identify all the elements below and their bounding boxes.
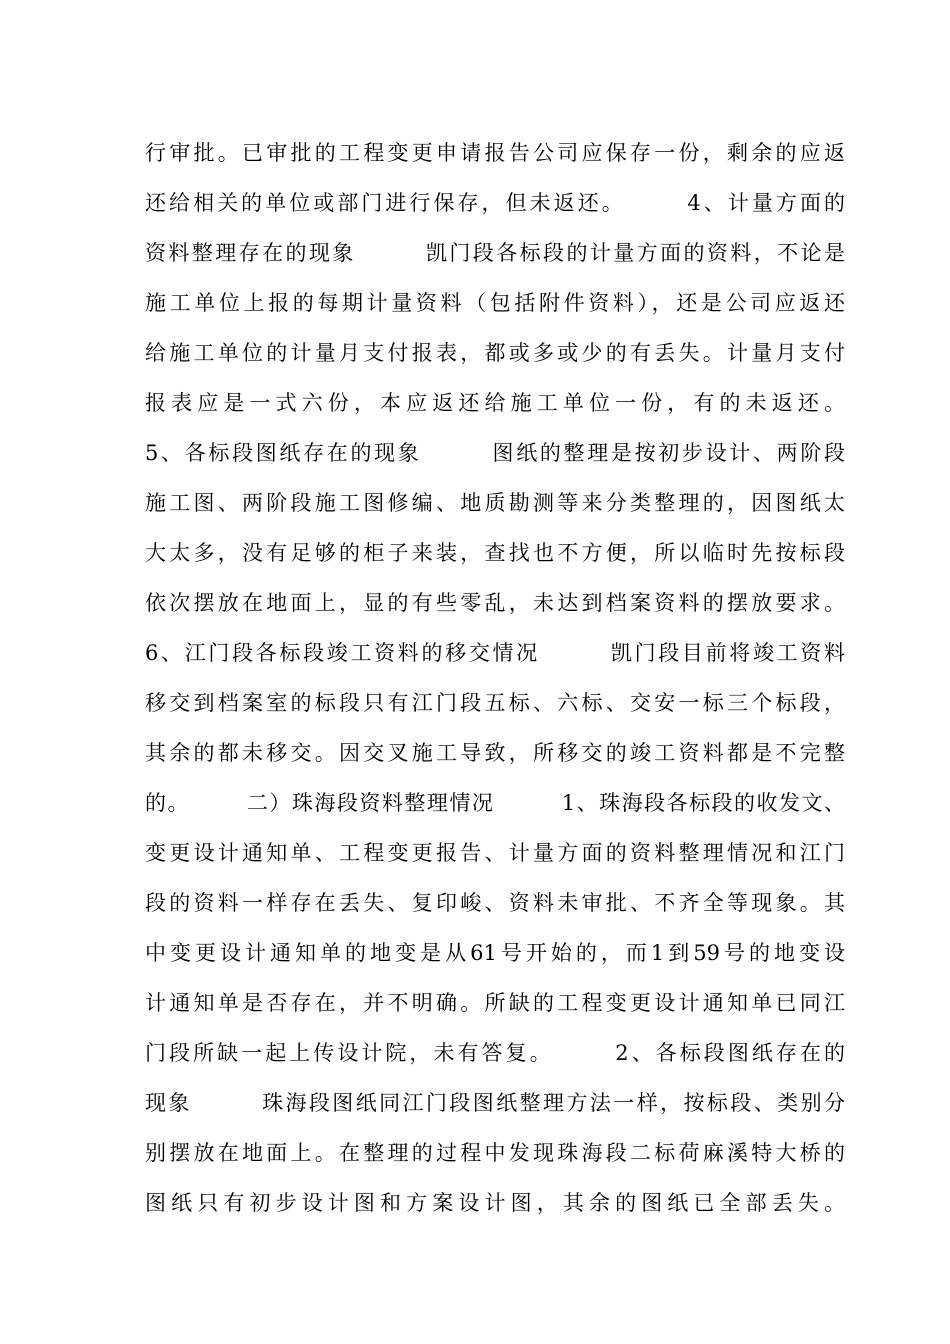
text-line: 门段所缺一起上传设计院，未有答复。 2、各标段图纸存在的 [145, 1041, 845, 1065]
text-line: 施工单位上报的每期计量资料（包括附件资料），还是公司应返还 [145, 291, 845, 315]
text-line: 行审批。已审批的工程变更申请报告公司应保存一份，剩余的应返 [145, 141, 845, 165]
text-line: 资料整理存在的现象 凯门段各标段的计量方面的资料，不论是 [145, 241, 845, 265]
text-line: 还给相关的单位或部门进行保存，但未返还。 4、计量方面的 [145, 191, 845, 215]
text-line: 施工图、两阶段施工图修编、地质勘测等来分类整理的，因图纸太 [145, 491, 845, 515]
text-line: 现象 珠海段图纸同江门段图纸整理方法一样，按标段、类别分 [145, 1091, 845, 1115]
text-line: 其余的都未移交。因交叉施工导致，所移交的竣工资料都是不完整 [145, 741, 845, 765]
text-line: 计通知单是否存在，并不明确。所缺的工程变更设计通知单已同江 [145, 991, 845, 1015]
text-line: 图纸只有初步设计图和方案设计图，其余的图纸已全部丢失。 [145, 1191, 845, 1215]
text-line: 别摆放在地面上。在整理的过程中发现珠海段二标荷麻溪特大桥的 [145, 1141, 845, 1165]
text-line: 6、江门段各标段竣工资料的移交情况 凯门段目前将竣工资料 [145, 641, 845, 665]
text-line: 变更设计通知单、工程变更报告、计量方面的资料整理情况和江门 [145, 841, 845, 865]
text-line: 依次摆放在地面上，显的有些零乱，未达到档案资料的摆放要求。 [145, 591, 845, 615]
text-line: 的。 二）珠海段资料整理情况 1、珠海段各标段的收发文、 [145, 791, 845, 815]
text-line: 中变更设计通知单的地变是从61号开始的，而1到59号的地变设 [145, 941, 845, 965]
text-line: 段的资料一样存在丢失、复印峻、资料未审批、不齐全等现象。其 [145, 891, 845, 915]
text-line: 5、各标段图纸存在的现象 图纸的整理是按初步设计、两阶段 [145, 441, 845, 465]
text-line: 给施工单位的计量月支付报表，都或多或少的有丢失。计量月支付 [145, 341, 845, 365]
text-line: 移交到档案室的标段只有江门段五标、六标、交安一标三个标段， [145, 691, 845, 715]
text-line: 报表应是一式六份，本应返还给施工单位一份，有的未返还。 [145, 391, 845, 415]
body-text [145, 128, 845, 1228]
text-line: 大太多，没有足够的柜子来装，查找也不方便，所以临时先按标段 [145, 541, 845, 565]
